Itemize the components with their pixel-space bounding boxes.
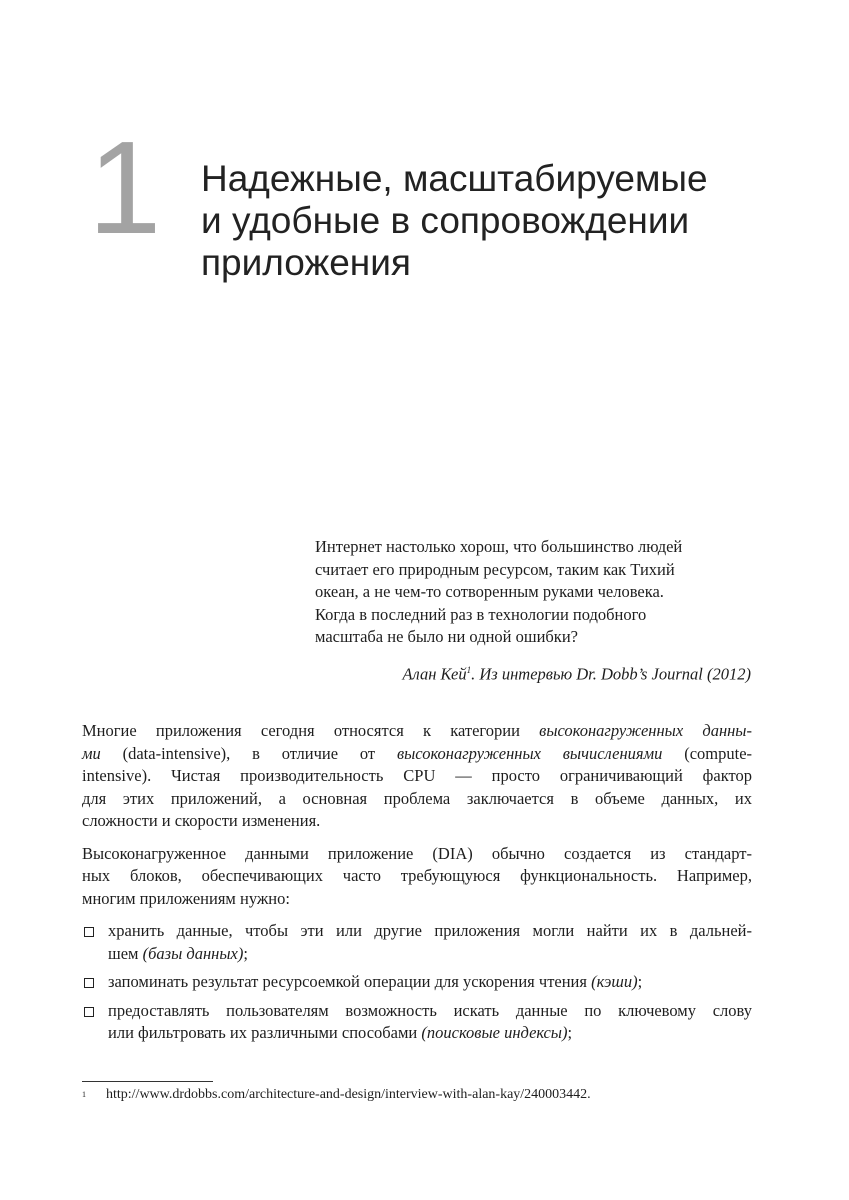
chapter-title-line: Надежные, масштабируемые	[201, 158, 708, 199]
text-run: ;	[243, 943, 248, 963]
chapter-title-line: приложения	[201, 242, 411, 283]
emphasis: высоконагруженных вычислениями	[396, 743, 663, 763]
epigraph-line: океан, а не чем-то сотворенным руками человека.	[315, 582, 664, 601]
text-line	[108, 943, 752, 966]
text-run: ;	[567, 1023, 573, 1042]
text-line: ных блоков, обеспечивающих часто требующуюся функциональность. Например,	[82, 866, 752, 885]
text-line: сложности и скорости изменения.	[82, 811, 321, 830]
chapter-title-line: и удобные в сопровождении	[201, 200, 690, 241]
text-line	[108, 971, 752, 994]
epigraph-line: Интернет настолько хорош, что большинство людей	[315, 537, 683, 556]
emphasis: (базы данных)	[142, 943, 244, 963]
list-item	[82, 920, 752, 965]
epigraph-line: Когда в последний раз в технологии подобного	[315, 604, 647, 624]
footnote	[82, 1085, 762, 1105]
text-line	[82, 720, 752, 743]
text-line	[108, 1022, 752, 1045]
emphasis: ми	[82, 743, 101, 763]
checkbox-bullet-icon	[84, 927, 94, 937]
text-line: intensive). Чистая производительность CPU — просто ограничивающий фактор	[82, 766, 752, 785]
list-item	[82, 971, 752, 994]
emphasis: (поисковые индексы)	[421, 1023, 568, 1042]
epigraph-line: считает его природным ресурсом, таким как Тихий	[315, 559, 675, 579]
paragraph	[82, 720, 752, 833]
text-run: (compute-	[662, 743, 753, 763]
chapter-number: 1	[88, 114, 158, 261]
text-run: (data-intensive), в отличие от	[100, 743, 397, 763]
text-line: предоставлять пользователям возможность искать данные по ключевому слову	[108, 1000, 752, 1020]
text-run: ;	[637, 972, 643, 991]
text-line	[82, 743, 752, 766]
list-item	[82, 1000, 752, 1045]
text-line: для этих приложений, а основная проблема заключается в объеме данных, их	[82, 788, 752, 808]
bullet-list	[82, 920, 752, 1045]
epigraph-line: масштаба не было ни одной ошибки?	[315, 627, 578, 646]
epigraph	[315, 536, 755, 686]
footnote-mark: 1	[82, 1090, 86, 1099]
body-text	[82, 720, 752, 1051]
text-run: запоминать результат ресурсоемкой операции для ускорения чтения	[108, 972, 592, 991]
chapter-title	[201, 158, 801, 284]
text-run: или фильтровать их различными способами	[108, 1023, 422, 1042]
text-run: шем	[108, 943, 143, 963]
epigraph-source: . Из интервью Dr. Dobb’s Journal (2012)	[471, 664, 751, 683]
checkbox-bullet-icon	[84, 978, 94, 988]
text-line: хранить данные, чтобы эти или другие приложения могли найти их в дальней-	[108, 921, 752, 940]
footnote-reference[interactable]: 1	[466, 664, 472, 675]
text-line: многим приложениям нужно:	[82, 888, 290, 908]
checkbox-bullet-icon	[84, 1007, 94, 1017]
footnote-divider	[82, 1081, 213, 1082]
emphasis: (кэши)	[591, 972, 638, 991]
paragraph	[82, 843, 752, 911]
epigraph-author: Алан Кей	[402, 664, 467, 683]
text-line: Высоконагруженное данными приложение (DIA) обычно создается из стандарт-	[82, 843, 752, 863]
epigraph-attribution	[315, 659, 755, 686]
footnote-link[interactable]: http://www.drdobbs.com/architecture-and-design/interview-with-alan-kay/240003442.	[106, 1087, 591, 1102]
epigraph-quote	[315, 536, 755, 649]
text-run: Многие приложения сегодня относятся к категории	[82, 721, 540, 740]
emphasis: высоконагруженных данны-	[539, 721, 752, 740]
